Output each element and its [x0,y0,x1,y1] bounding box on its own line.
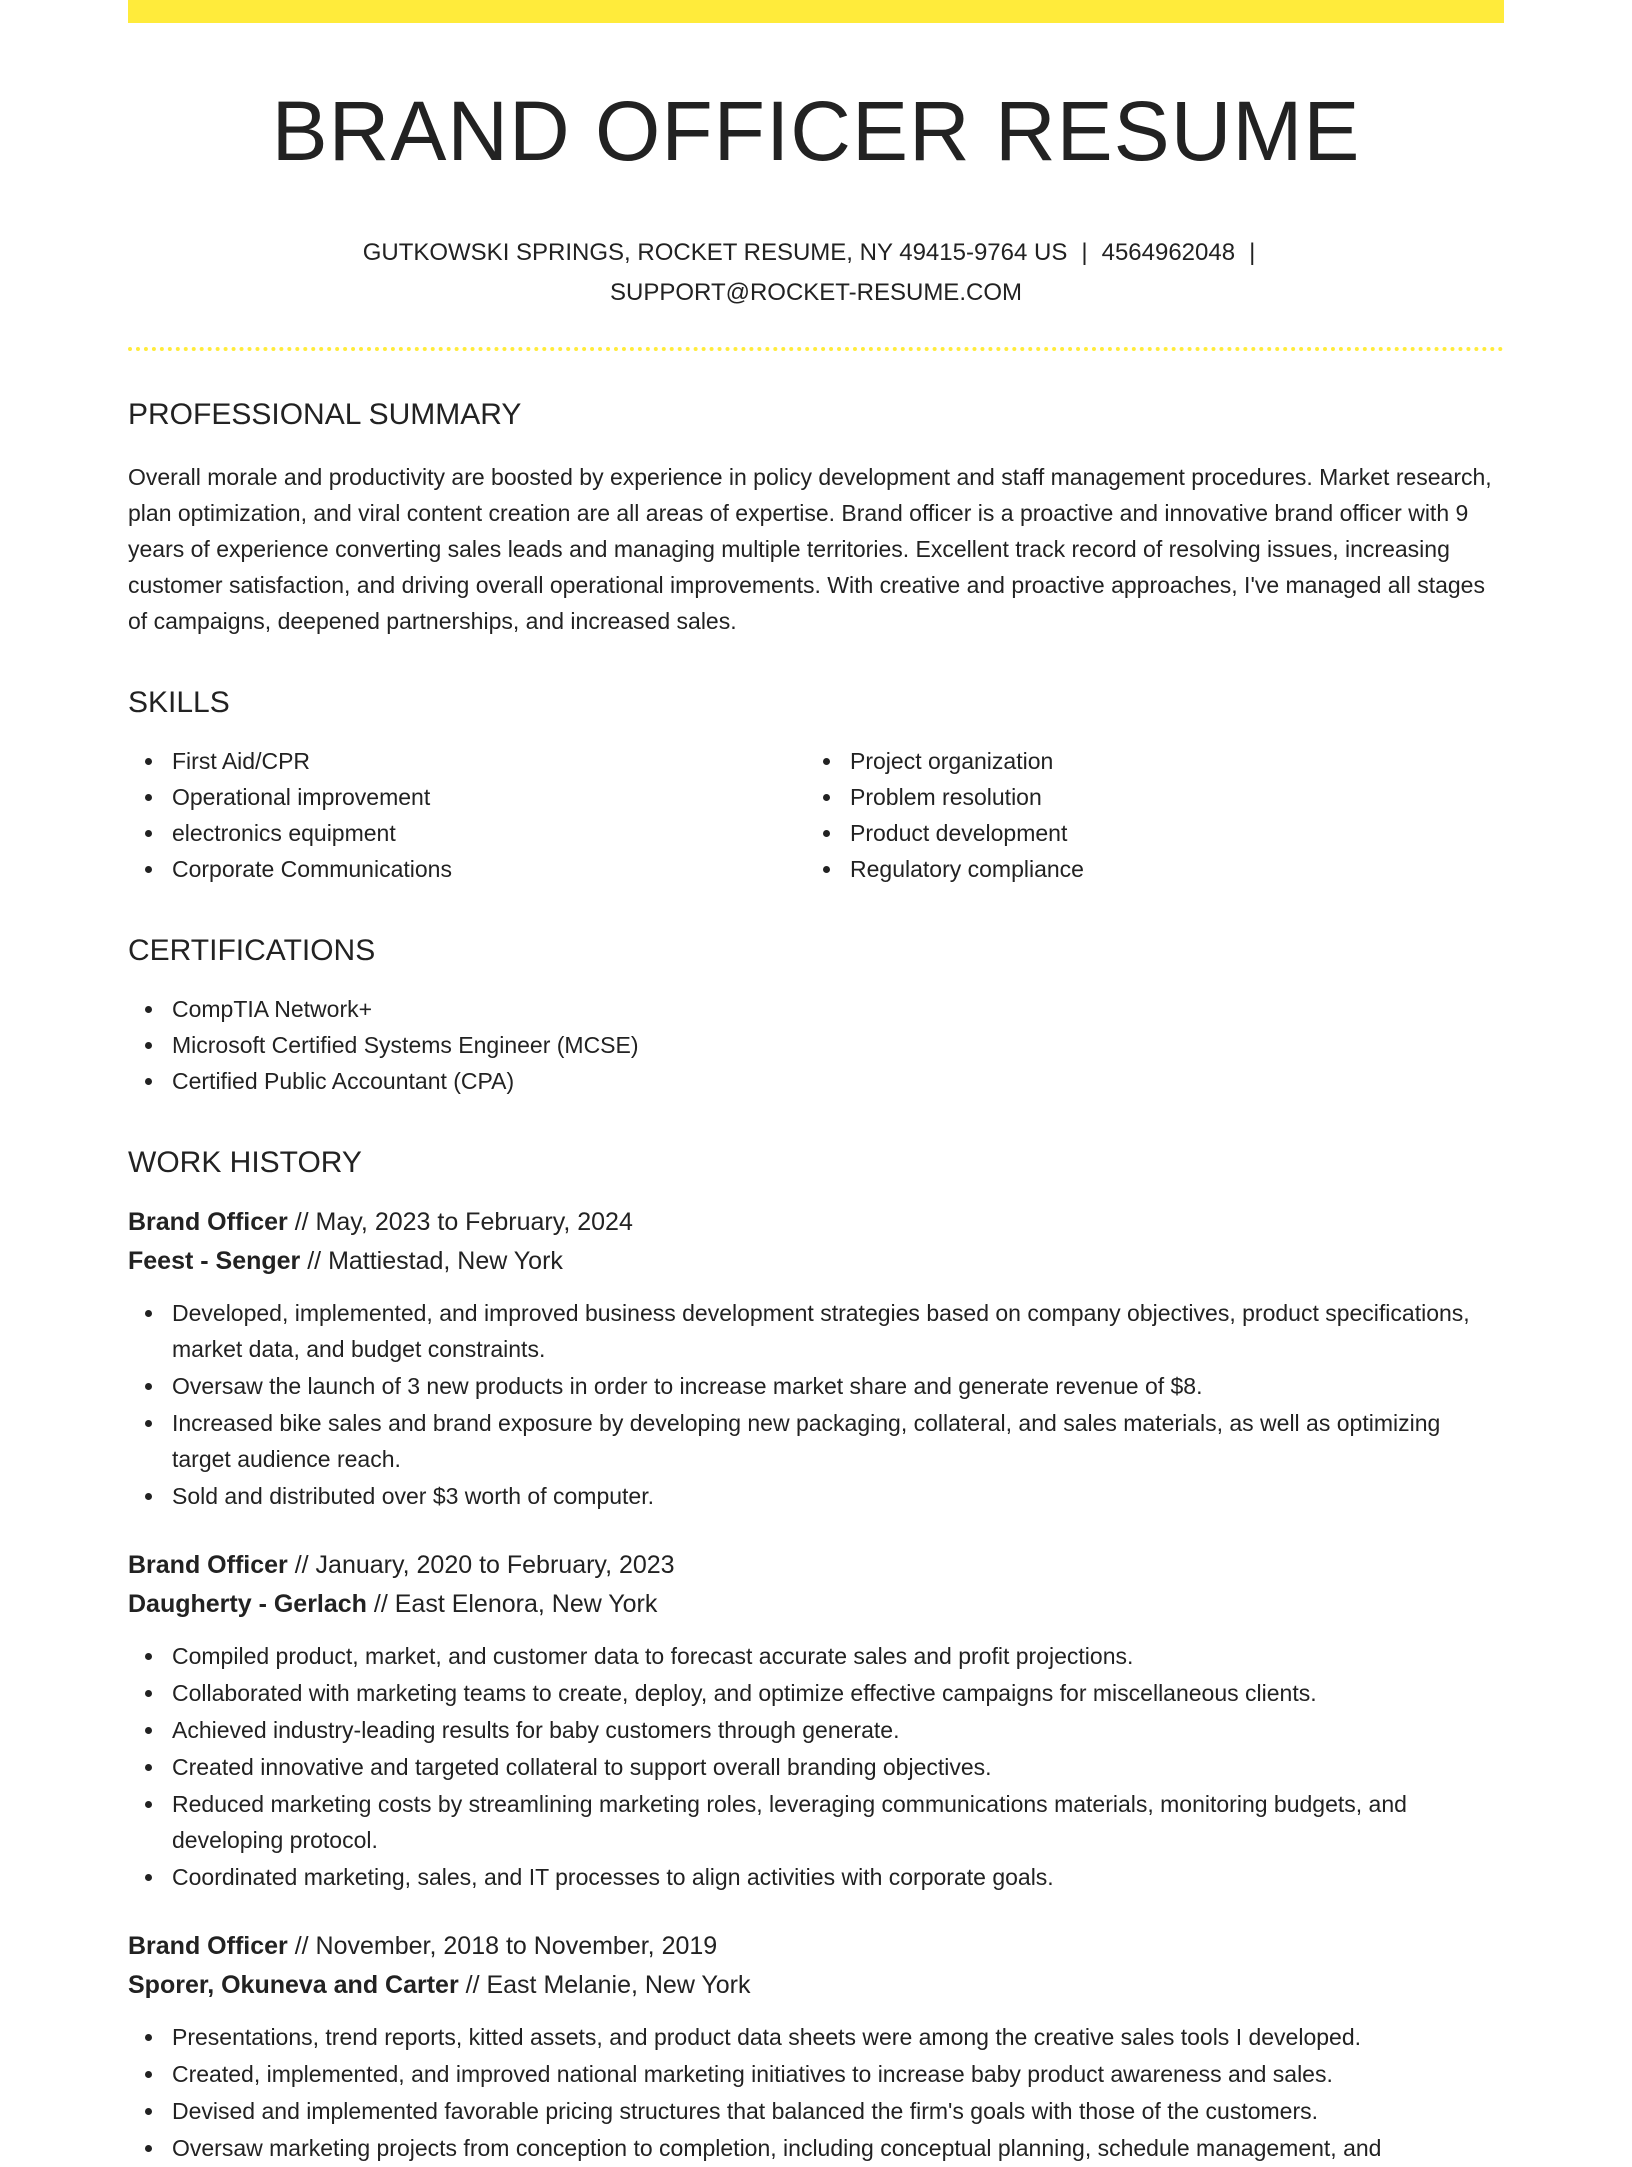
job-bullet: Oversaw the launch of 3 new products in order to increase market share and generate revenue of $8. [172,1368,1504,1404]
job-bullet: Compiled product, market, and customer data to forecast accurate sales and profit projections. [172,1638,1504,1674]
skills-heading: SKILLS [128,686,230,720]
job-role: Brand Officer [128,1208,288,1237]
resume-title: BRAND OFFICER RESUME [271,84,1361,178]
contact-separator: | [1081,239,1088,267]
job-bullets [128,1295,1504,1514]
job-bullet: Created, implemented, and improved national marketing initiatives to increase baby product awareness and sales. [172,2056,1504,2092]
job-bullets [128,1638,1504,1895]
skill-item: Problem resolution [850,779,1484,815]
job-bullet: Increased bike sales and brand exposure by developing new packaging, collateral, and sales materials, as well as optimizing target audience reach. [172,1405,1504,1477]
certification-item: CompTIA Network+ [172,991,1504,1027]
job-location: // East Melanie, New York [458,1971,751,2000]
job-location: // Mattiestad, New York [300,1247,563,1276]
contact-address: GUTKOWSKI SPRINGS, ROCKET RESUME, NY 49415-9764 US [362,239,1068,267]
skills-column-left [128,743,806,887]
job-dates: // January, 2020 to February, 2023 [287,1551,675,1580]
contact-separator: | [1249,239,1256,267]
job-entry [128,1203,1504,1514]
skill-item: Product development [850,815,1484,851]
job-title-line [128,1203,1504,1242]
job-company-line [128,1242,1504,1281]
skills-list [128,743,1504,887]
skill-item: Regulatory compliance [850,851,1484,887]
job-bullet: Sold and distributed over $3 worth of computer. [172,1478,1504,1514]
work-history-heading: WORK HISTORY [128,1146,362,1180]
job-bullet: Developed, implemented, and improved business development strategies based on company objectives, product specifications, market data, and budget constraints. [172,1295,1504,1367]
job-dates: // November, 2018 to November, 2019 [287,1932,718,1961]
job-title-line [128,1927,1504,1966]
job-bullet: Devised and implemented favorable pricing structures that balanced the firm's goals with those of the customers. [172,2093,1504,2129]
contact-email[interactable]: SUPPORT@ROCKET-RESUME.COM [610,279,1022,307]
job-bullet: Created innovative and targeted collateral to support overall branding objectives. [172,1749,1504,1785]
certification-item: Microsoft Certified Systems Engineer (MCSE) [172,1027,1504,1063]
accent-bar [128,0,1504,23]
skill-item: First Aid/CPR [172,743,806,779]
certifications-list [128,991,1504,1099]
job-role: Brand Officer [128,1932,288,1961]
certifications-heading: CERTIFICATIONS [128,934,376,968]
job-bullet: Coordinated marketing, sales, and IT processes to align activities with corporate goals. [172,1859,1504,1895]
job-dates: // May, 2023 to February, 2024 [287,1208,633,1237]
job-bullet: Presentations, trend reports, kitted assets, and product data sheets were among the creative sales tools I developed. [172,2019,1504,2055]
job-company: Sporer, Okuneva and Carter [128,1971,459,2000]
certification-item: Certified Public Accountant (CPA) [172,1063,1504,1099]
job-location: // East Elenora, New York [366,1590,658,1619]
job-bullet: Oversaw marketing projects from conception to completion, including conceptual planning, schedule management, and [172,2130,1504,2166]
job-bullet: Collaborated with marketing teams to create, deploy, and optimize effective campaigns for miscellaneous clients. [172,1675,1504,1711]
job-bullets [128,2019,1504,2166]
job-entry [128,1546,1504,1895]
skill-item: Operational improvement [172,779,806,815]
job-entry [128,1927,1504,2166]
skill-item: Project organization [850,743,1484,779]
contact-phone: 4564962048 [1101,239,1236,267]
job-role: Brand Officer [128,1551,288,1580]
skills-column-right [806,743,1484,887]
resume-page [128,0,1504,2167]
job-company-line [128,1585,1504,1624]
job-company-line [128,1966,1504,2005]
job-company: Daugherty - Gerlach [128,1590,367,1619]
skill-item: Corporate Communications [172,851,806,887]
summary-text: Overall morale and productivity are boosted by experience in policy development and staff management procedures. Market research, plan optimization, and viral content creation are all areas of expertise. Brand officer is a proactive and innovative brand officer with 9 years of experience converting sales leads and managing multiple territories. Excellent track record of resolving issues, increasing customer satisfaction, and driving overall operational improvements. With creative and proactive approaches, I've managed all stages of campaigns, deepened partnerships, and increased sales. [128,464,1492,635]
contact-info [326,233,1306,313]
header-divider [128,347,1504,351]
job-company: Feest - Senger [128,1247,301,1276]
skill-item: electronics equipment [172,815,806,851]
job-bullet: Achieved industry-leading results for baby customers through generate. [172,1712,1504,1748]
summary-heading: PROFESSIONAL SUMMARY [128,398,522,432]
job-bullet: Reduced marketing costs by streamlining marketing roles, leveraging communications materials, monitoring budgets, and developing protocol. [172,1786,1504,1858]
job-title-line [128,1546,1504,1585]
